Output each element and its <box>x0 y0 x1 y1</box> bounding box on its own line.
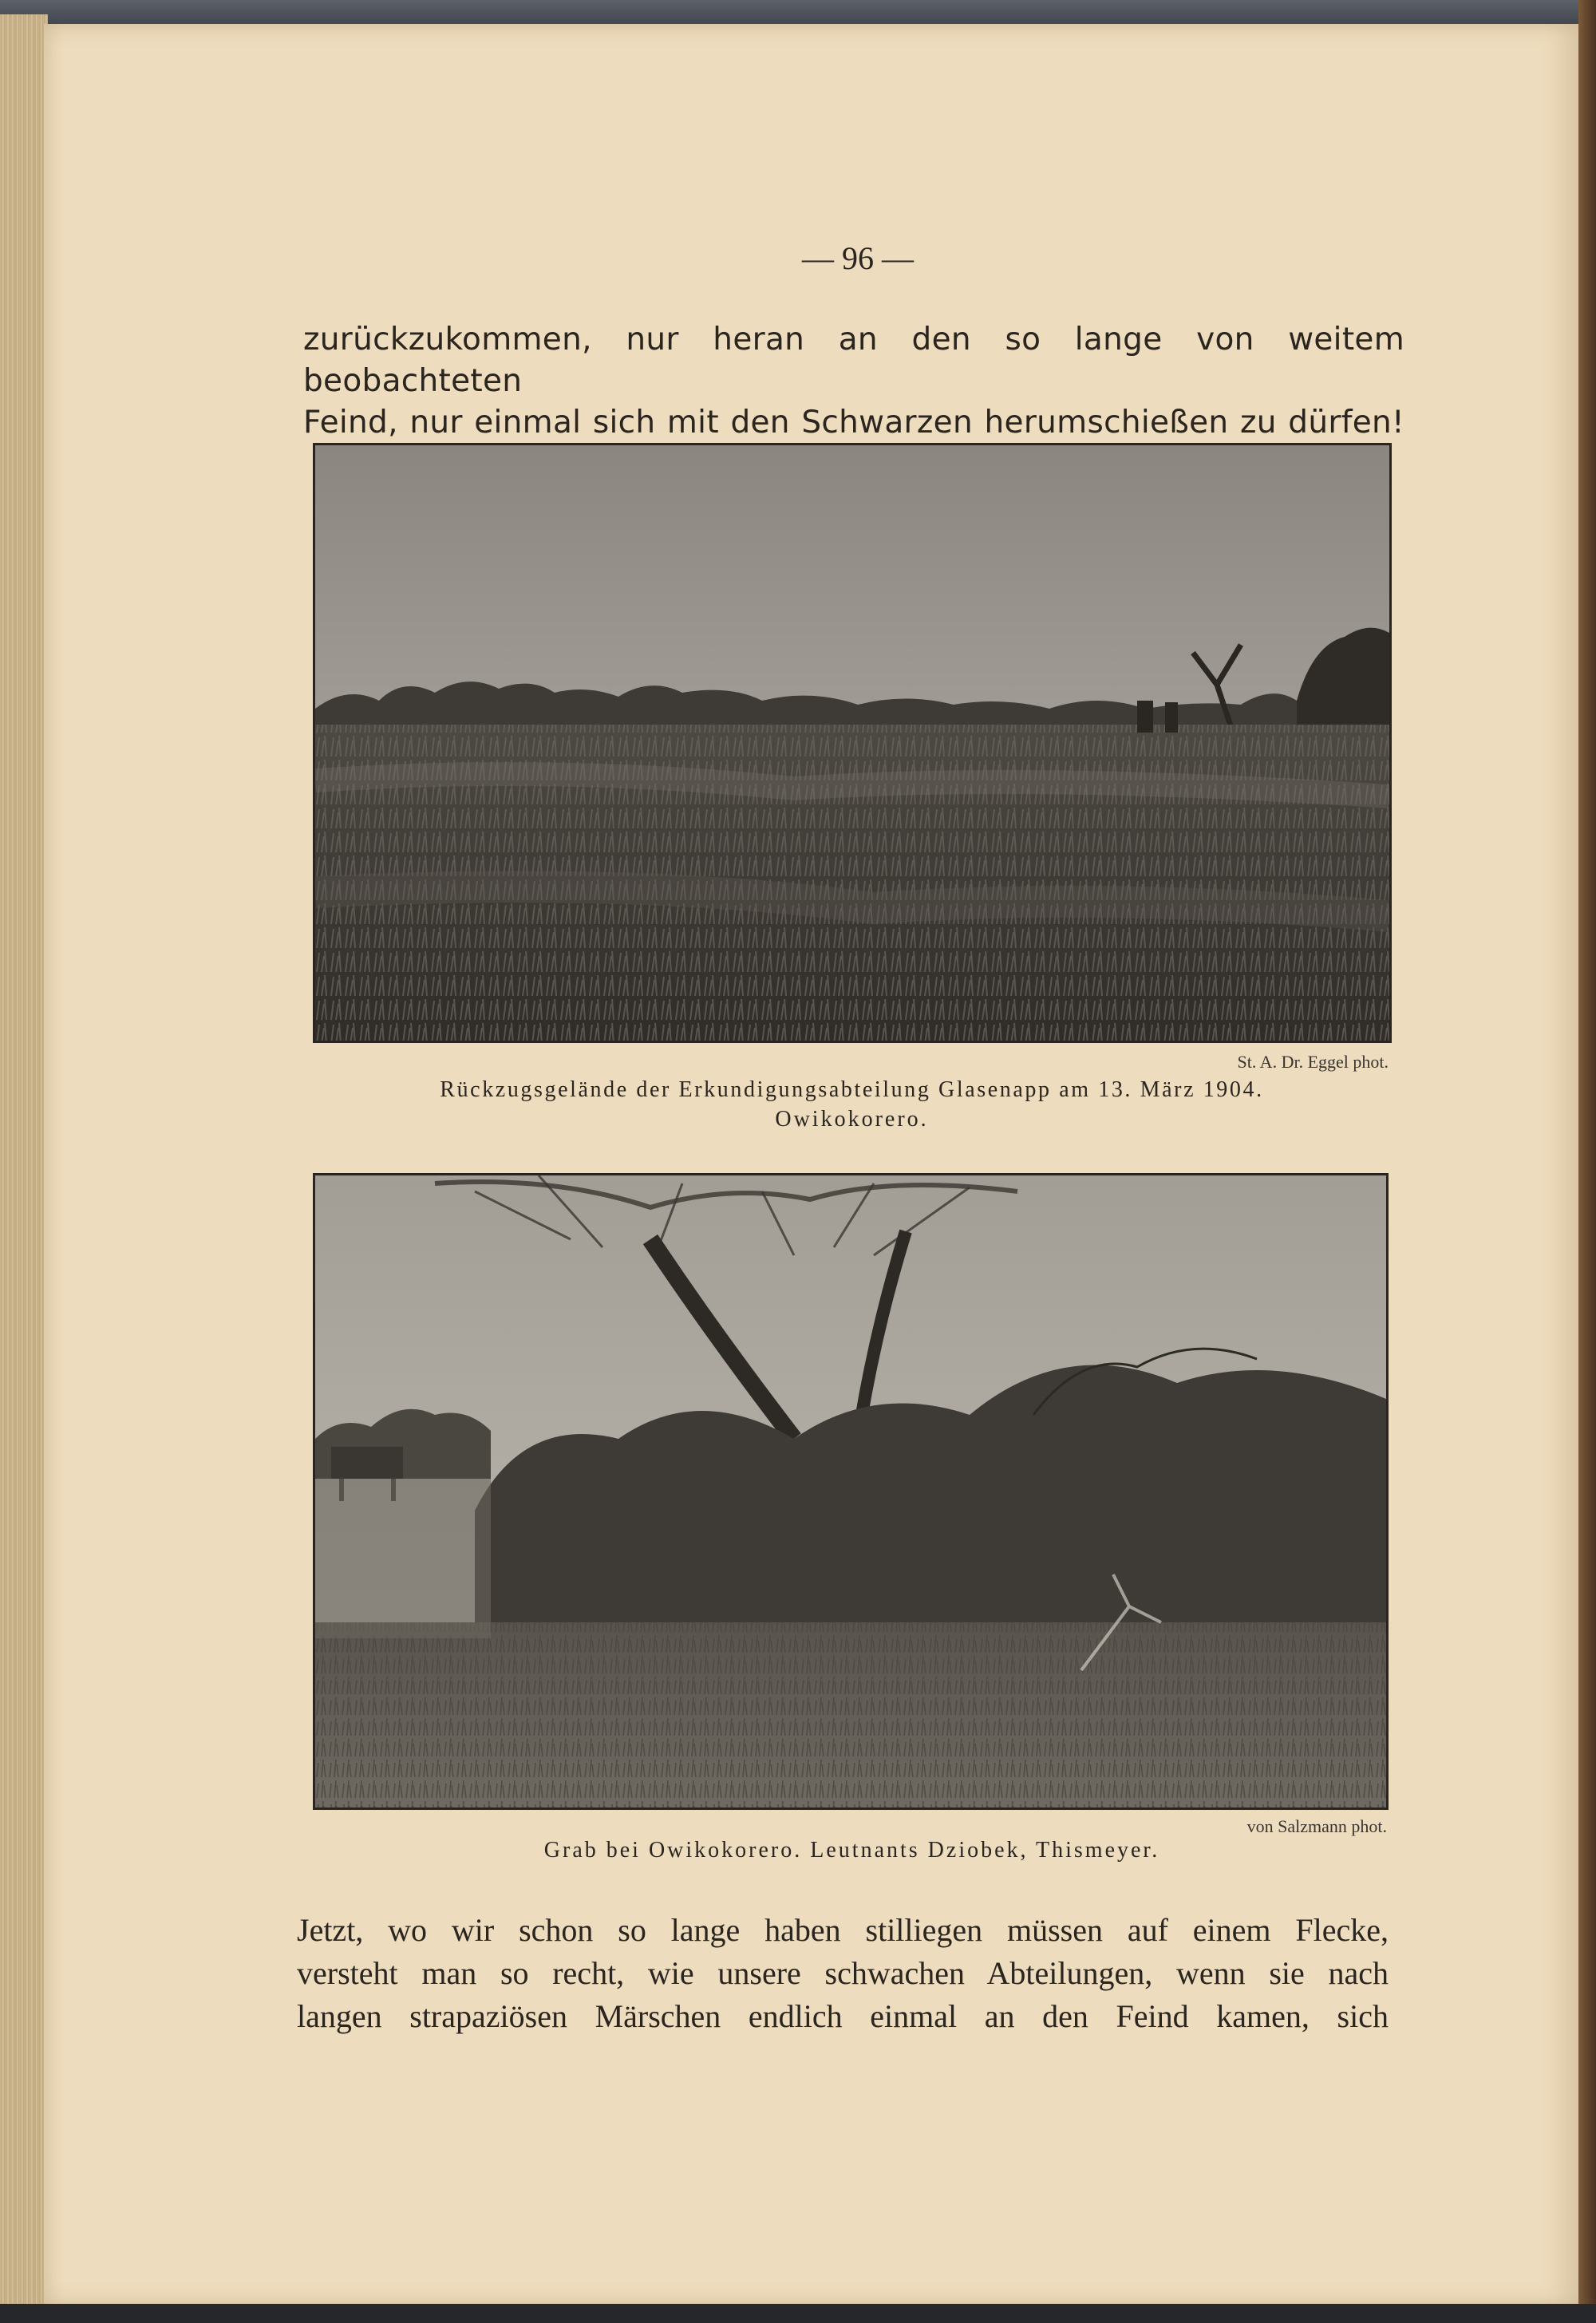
page-number: — 96 — <box>802 240 914 276</box>
photo-credit: St. A. Dr. Eggel phot. <box>1237 1052 1389 1072</box>
paragraph-line: Feind, nur einmal sich mit den Schwarzen herumschießen zu dürfen! <box>303 405 1404 441</box>
book-cover-bottom <box>0 2304 1596 2323</box>
bottom-paragraph <box>297 1909 1389 2038</box>
book-cover-edge <box>1578 0 1596 2323</box>
paragraph-line: langen strapaziösen Märschen endlich einmal an den Feind kamen, sich <box>297 1998 1389 2034</box>
photo-caption: Grab bei Owikokorero. Leutnants Dziobek, Thismeyer. <box>543 1838 1160 1863</box>
page-edges <box>0 14 48 2309</box>
photo-retreat-terrain <box>313 443 1392 1043</box>
photo-grave <box>313 1173 1389 1810</box>
paragraph-line: zurückzukommen, nur heran an den so lange von weitem beobachteten <box>303 322 1404 399</box>
photo-credit: von Salzmann phot. <box>1246 1816 1387 1836</box>
photo-caption: Rückzugsgelände der Erkundigungsabteilung Glasenapp am 13. März 1904. <box>440 1077 1264 1102</box>
paragraph-line: versteht man so recht, wie unsere schwachen Abteilungen, wenn sie nach <box>297 1955 1389 1991</box>
photo-caption-location: Owikokorero. <box>775 1107 929 1132</box>
top-paragraph <box>303 319 1404 444</box>
paragraph-line: Jetzt, wo wir schon so lange haben stilliegen müssen auf einem Flecke, <box>297 1912 1389 1948</box>
